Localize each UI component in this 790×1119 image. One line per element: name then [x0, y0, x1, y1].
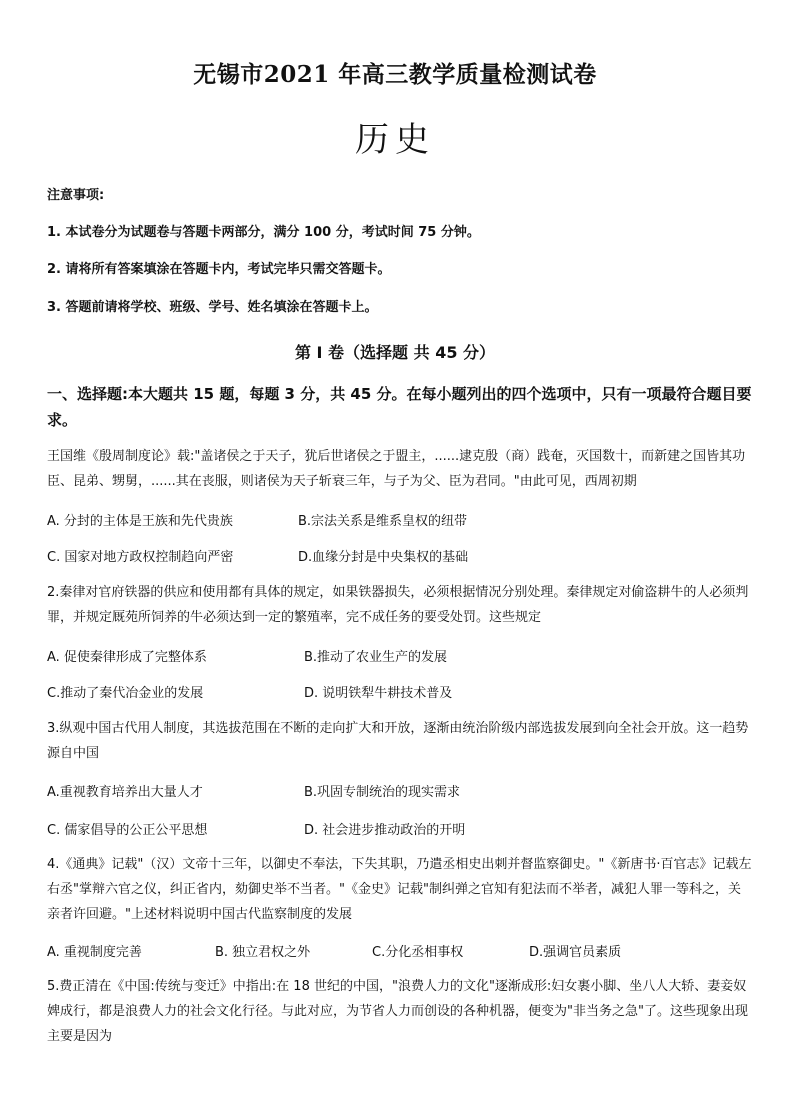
question-1-option-b: B.宗法关系是维系皇权的纽带 [298, 514, 468, 529]
question-1-option-c: C. 国家对地方政权控制趋向严密 [47, 550, 234, 565]
section-title: 第 I 卷（选择题 共 45 分） [294, 343, 496, 362]
question-3-option-a: A.重视教育培养出大量人才 [47, 785, 203, 800]
note-item-2: 2. 请将所有答案填涂在答题卡内，考试完毕只需交答题卡。 [47, 262, 391, 277]
question-5-stem: 5.费正清在《中国:传统与变迁》中指出:在 18 世纪的中国，"浪费人力的文化"逐渐成形:妇女裹小脚、坐八人大轿、妻妾奴婢成行，都是浪费人力的社会文化行径。与此对应，为节省人力而创设的各种机器，便变为"非当务之急"了。这些现象出现主要是因为 [47, 979, 748, 1044]
note-item-3: 3. 答题前请将学校、班级、学号、姓名填涂在答题卡上。 [47, 300, 378, 315]
question-2-option-a: A. 促使秦律形成了完整体系 [47, 650, 207, 665]
exam-title: 无锡市2021 年高三教学质量检测试卷 [193, 61, 597, 88]
notes-heading: 注意事项: [47, 188, 105, 203]
question-2-option-c: C.推动了秦代冶金业的发展 [47, 686, 204, 701]
question-2-stem: 2.秦律对官府铁器的供应和使用都有具体的规定，如果铁器损失，必须根据情况分别处理。秦律规定对偷盗耕牛的人必须判罪，并规定厩苑所饲养的牛必须达到一定的繁殖率，完不成任务的要受处罚。这些规定 [47, 585, 749, 625]
question-3-stem: 3.纵观中国古代用人制度，其选拔范围在不断的走向扩大和开放，逐渐由统治阶级内部选拔发展到向全社会开放。这一趋势源自中国 [47, 721, 749, 761]
question-4-option-b: B. 独立君权之外 [215, 945, 311, 960]
part-heading: 一、选择题:本大题共 15 题，每题 3 分，共 45 分。在每小题列出的四个选项中，只有一项最符合题目要求。 [47, 385, 752, 429]
subject-title: 历史 [355, 120, 435, 160]
question-4-stem: 4.《通典》记载"（汉）文帝十三年，以御史不奉法，下失其职，乃遣丞相史出刺并督监察御史。"《新唐书·百官志》记载左右丞"掌辩六官之仪，纠正省内，劾御史举不当者。"《金史》记载"制纠弹之官知有犯法而不举者，减犯人罪一等科之，关亲者许回避。"上述材料说明中国古代监察制度的发展 [47, 857, 752, 922]
question-1-option-a: A. 分封的主体是王族和先代贵族 [47, 514, 233, 529]
question-2-option-b: B.推动了农业生产的发展 [304, 650, 448, 665]
question-3-option-d: D. 社会进步推动政治的开明 [304, 823, 466, 838]
question-2-option-d: D. 说明铁犁牛耕技术普及 [304, 686, 453, 701]
question-1-option-d: D.血缘分封是中央集权的基础 [298, 550, 469, 565]
question-4-option-c: C.分化丞相事权 [372, 945, 464, 960]
question-3-option-c: C. 儒家倡导的公正公平思想 [47, 823, 208, 838]
question-4-option-a: A. 重视制度完善 [47, 945, 142, 960]
question-3-option-b: B.巩固专制统治的现实需求 [304, 785, 461, 800]
question-1-stem: 王国维《殷周制度论》载:"盖诸侯之于天子，犹后世诸侯之于盟主，......逮克殷（商）践奄，灭国数十，而新建之国皆其功臣、昆弟、甥舅，......其在丧服，则诸侯为天子斩衰三年，与子为父、臣为君同。"由此可见，西周初期 [47, 449, 746, 489]
question-4-option-d: D.强调官员素质 [529, 945, 622, 960]
note-item-1: 1. 本试卷分为试题卷与答题卡两部分，满分 100 分，考试时间 75 分钟。 [47, 225, 480, 240]
